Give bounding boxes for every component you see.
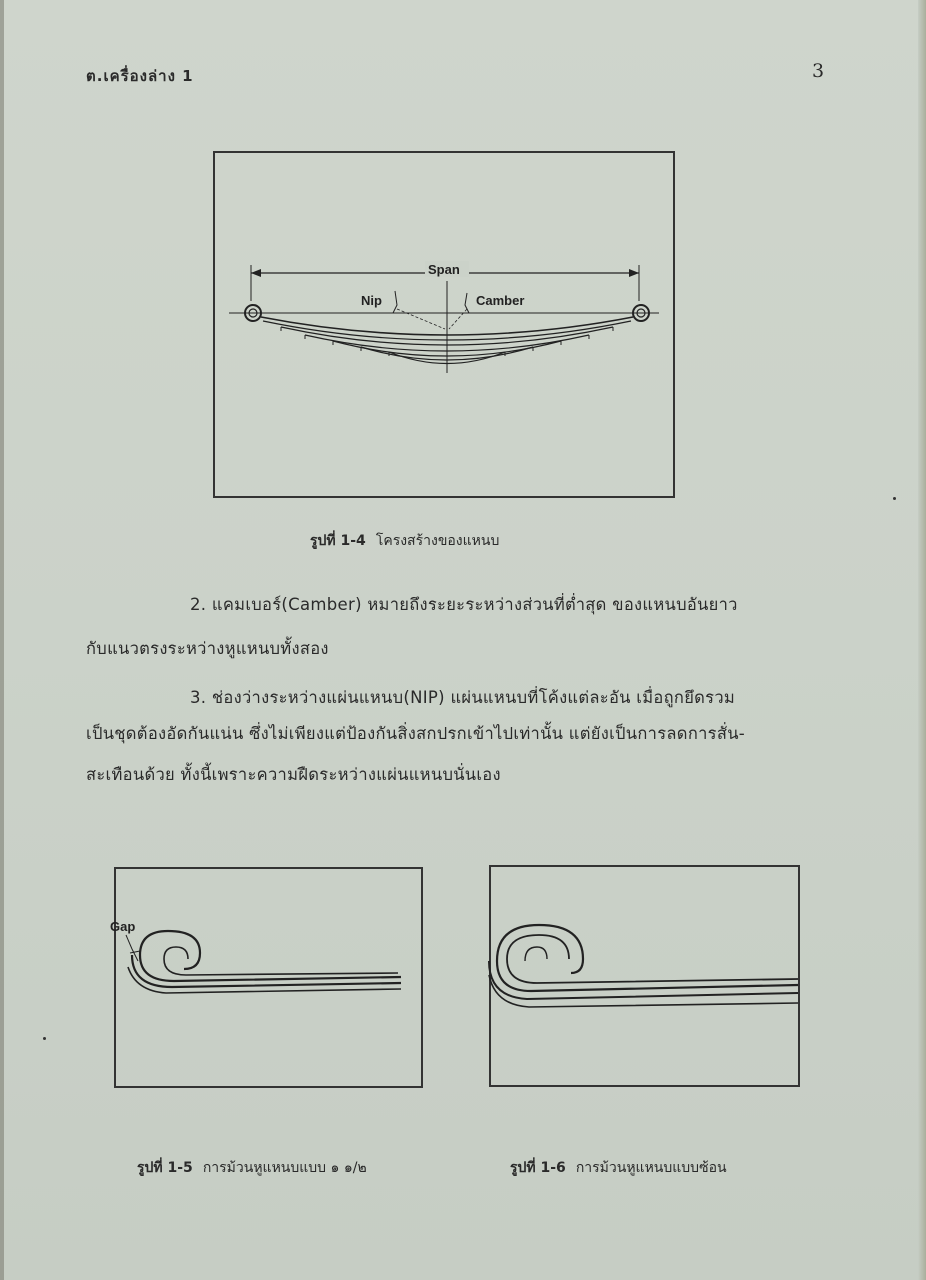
figure-leaf-spring-structure: [213, 151, 675, 498]
paragraph-2-line-2: กับแนวตรงระหว่างหูแหนบทั้งสอง: [86, 639, 329, 658]
span-label: Span: [428, 262, 460, 277]
paragraph-3-line-2: เป็นชุดต้องอัดกันแน่น ซึ่งไม่เพียงแต่ป้องกันสิ่งสกปรกเข้าไปเท่านั้น แต่ยังเป็นการลดการสั่น-: [86, 724, 746, 743]
figure-eye-roll-single: [110, 867, 423, 1088]
figure-1-4-title: โครงสร้างของแหนบ: [375, 533, 500, 549]
gap-label: Gap: [110, 919, 136, 934]
figure-1-5-title: การม้วนหูแหนบแบบ ๑ ๑/๒: [202, 1160, 367, 1176]
eye-roll-single-diagram: [110, 869, 421, 1086]
paragraph-3-line-1: 3. ช่องว่างระหว่างแผ่นแหนบ(NIP) แผ่นแหนบที่โค้งแต่ละอัน เมื่อถูกยึดรวม: [190, 688, 736, 707]
figure-1-4-caption: [310, 530, 499, 552]
figure-eye-roll-double: [489, 865, 800, 1087]
figure-1-5-number: รูปที่ 1-5: [137, 1160, 193, 1176]
leaf-spring-diagram: [215, 153, 673, 496]
nip-dash: [397, 309, 445, 329]
speck: [893, 497, 896, 500]
figure-1-5-caption: [137, 1157, 367, 1179]
figure-1-6-number: รูปที่ 1-6: [510, 1160, 566, 1176]
camber-dash: [449, 309, 467, 329]
nip-label: Nip: [361, 293, 382, 308]
inner-roll: [507, 935, 798, 983]
camber-label: Camber: [476, 293, 525, 308]
span-arrow-left: [251, 269, 261, 277]
figure-1-4-number: รูปที่ 1-4: [310, 533, 366, 549]
figure-1-6-caption: [510, 1157, 727, 1179]
eye-roll-double-diagram: [491, 867, 798, 1085]
paragraph-2-line-1: 2. แคมเบอร์(Camber) หมายถึงระยะระหว่างส่วนที่ต่ำสุด ของแหนบอันยาว: [190, 595, 738, 614]
figure-1-6-title: การม้วนหูแหนบแบบซ้อน: [575, 1160, 727, 1176]
page-right-edge: [918, 0, 926, 1280]
paragraph-3-line-3: สะเทือนด้วย ทั้งนี้เพราะความฝืดระหว่างแผ่นแหนบนั่นเอง: [86, 765, 501, 784]
speck: [43, 1037, 46, 1040]
page-left-edge: [0, 0, 4, 1280]
running-header: ต.เครื่องล่าง 1: [86, 67, 194, 85]
nip-leader: [393, 291, 397, 313]
span-arrow-right: [629, 269, 639, 277]
page-number: 3: [812, 60, 825, 82]
